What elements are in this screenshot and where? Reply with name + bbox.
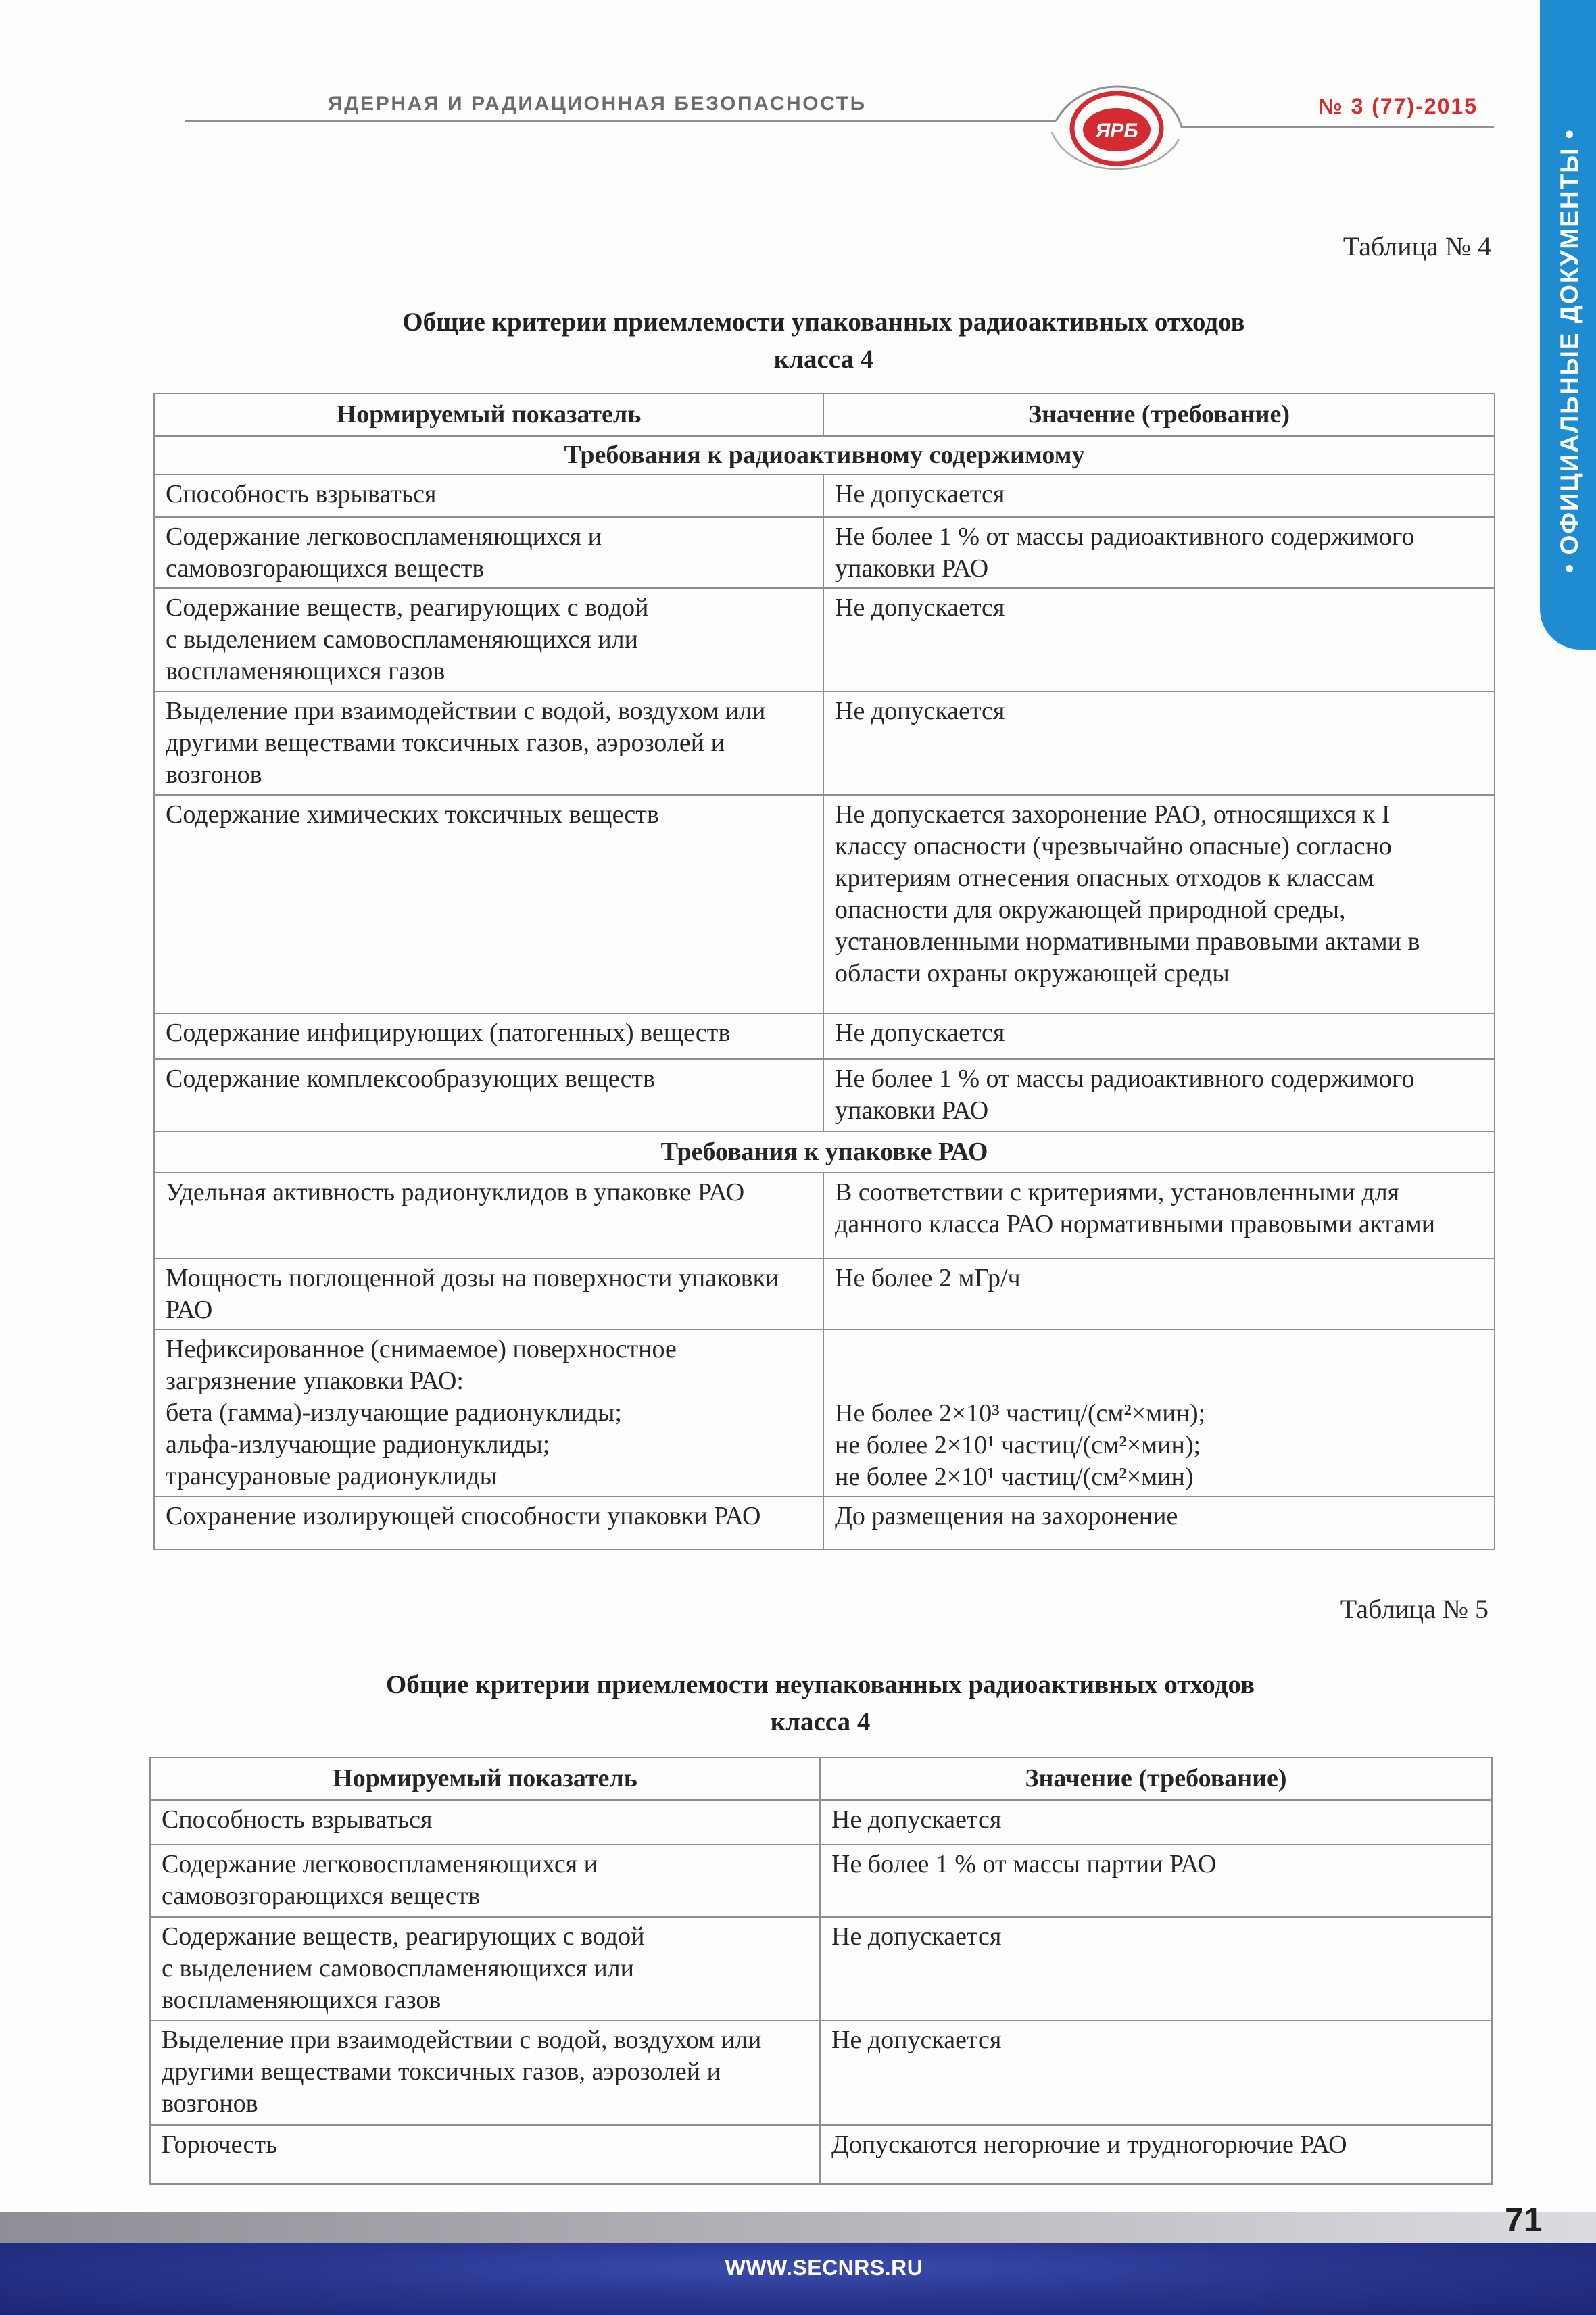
issue-number: № 3 (77)-2015 <box>1318 94 1478 118</box>
indicator-cell: Содержание инфицирующих (патогенных) веществ <box>154 1013 823 1059</box>
value-cell: Не допускается <box>823 691 1495 795</box>
logo-text: ЯРБ <box>1095 120 1138 142</box>
value-cell: Не более 1 % от массы радиоактивного содержимого упаковки РАО <box>823 517 1495 588</box>
table-4-caption: Таблица № 4 <box>1343 231 1491 262</box>
table-row <box>154 1013 1495 1059</box>
table-row <box>154 517 1495 588</box>
indicator-cell: Сохранение изолирующей способности упаковки РАО <box>154 1496 823 1549</box>
page-number: 71 <box>1505 2201 1543 2239</box>
indicator-cell: Способность взрываться <box>150 1800 820 1845</box>
header-row <box>150 1757 1492 1800</box>
value-cell: Не допускается <box>820 1917 1492 2020</box>
indicator-cell: Удельная активность радионуклидов в упаковке РАО <box>154 1173 823 1259</box>
indicator-cell: Содержание легковоспламеняющихся и самовозгорающихся веществ <box>154 517 823 588</box>
value-cell: Не допускается <box>823 588 1495 691</box>
table-row <box>154 1259 1495 1330</box>
value-cell: До размещения на захоронение <box>823 1496 1495 1549</box>
indicator-cell: Выделение при взаимодействии с водой, воздухом или другими веществами токсичных газов, аэрозолей и возгонов <box>154 691 823 795</box>
footer-website: WWW.SECNRS.RU <box>725 2256 923 2280</box>
journal-title: ЯДЕРНАЯ И РАДИАЦИОННАЯ БЕЗОПАСНОСТЬ <box>328 93 867 115</box>
footer-gray-band <box>0 2212 1596 2243</box>
column-header-value: Значение (требование) <box>820 1757 1492 1800</box>
section-row <box>154 1131 1495 1173</box>
table-row <box>154 691 1495 795</box>
table-row <box>150 1917 1492 2020</box>
table-row <box>150 2020 1492 2125</box>
indicator-cell: Горючесть <box>150 2125 820 2184</box>
column-header-indicator: Нормируемый показатель <box>150 1757 820 1800</box>
value-cell: Не допускается <box>823 1013 1495 1059</box>
indicator-cell: Выделение при взаимодействии с водой, воздухом или другими веществами токсичных газов, аэрозолей и возгонов <box>150 2020 820 2125</box>
table-row <box>150 2125 1492 2184</box>
table-row <box>150 1845 1492 1917</box>
table-5-title: Общие критерии приемлемости неупакованных радиоактивных отходов класса 4 <box>385 1670 1255 1736</box>
indicator-cell: Содержание химических токсичных веществ <box>154 795 823 1013</box>
section-side-tab-label: • ОФИЦИАЛЬНЫЕ ДОКУМЕНТЫ • <box>1555 128 1583 573</box>
table-row <box>154 1173 1495 1259</box>
indicator-cell: Нефиксированное (снимаемое) поверхностное загрязнение упаковки РАО: бета (гамма)-излучающие радионуклиды; альфа-излучающие радионуклиды; трансурановые радионуклиды <box>154 1330 823 1496</box>
value-cell: Не допускается захоронение РАО, относящихся к I классу опасности (чрезвычайно опасные) согласно критериям отнесения опасных отходов к классам опасности для окружающей природной среды, установленными нормативными правовыми актами в области охраны окружающей среды <box>823 795 1495 1013</box>
table-row <box>154 474 1495 517</box>
table-5 <box>149 1757 1493 2185</box>
table-5-caption: Таблица № 5 <box>1340 1594 1489 1624</box>
value-cell: Не допускается <box>823 474 1495 517</box>
indicator-cell: Содержание комплексообразующих веществ <box>154 1059 823 1131</box>
table-4-title: Общие критерии приемлемости упакованных радиоактивных отходов класса 4 <box>402 308 1245 374</box>
column-header-indicator: Нормируемый показатель <box>154 393 823 436</box>
column-header-value: Значение (требование) <box>823 393 1495 436</box>
table-row <box>154 1330 1495 1496</box>
value-cell: Не более 2 мГр/ч <box>823 1259 1495 1330</box>
section-heading: Требования к упаковке РАО <box>154 1131 1495 1173</box>
value-cell: Не допускается <box>820 2020 1492 2125</box>
table-row <box>154 1059 1495 1131</box>
table-row <box>150 1800 1492 1845</box>
table-row <box>154 1496 1495 1549</box>
table-row <box>154 795 1495 1013</box>
value-cell: Не более 1 % от массы радиоактивного содержимого упаковки РАО <box>823 1059 1495 1131</box>
section-row <box>154 436 1495 474</box>
indicator-cell: Содержание веществ, реагирующих с водой с выделением самовоспламеняющихся или воспламеняющихся газов <box>154 588 823 691</box>
table-4 <box>153 393 1495 1550</box>
value-cell: Не более 2×10³ частиц/(см²×мин); не более 2×10¹ частиц/(см²×мин); не более 2×10¹ частиц/(см²×мин) <box>823 1330 1495 1496</box>
header-row <box>154 393 1495 436</box>
indicator-cell: Мощность поглощенной дозы на поверхности упаковки РАО <box>154 1259 823 1330</box>
section-heading: Требования к радиоактивному содержимому <box>154 436 1495 474</box>
indicator-cell: Содержание веществ, реагирующих с водой с выделением самовоспламеняющихся или воспламеняющихся газов <box>150 1917 820 2020</box>
indicator-cell: Способность взрываться <box>154 474 823 517</box>
indicator-cell: Содержание легковоспламеняющихся и самовозгорающихся веществ <box>150 1845 820 1917</box>
value-cell: Не более 1 % от массы партии РАО <box>820 1845 1492 1917</box>
journal-logo <box>1072 93 1161 164</box>
value-cell: В соответствии с критериями, установленными для данного класса РАО нормативными правовыми актами <box>823 1173 1495 1259</box>
value-cell: Допускаются негорючие и трудногорючие РАО <box>820 2125 1492 2184</box>
table-row <box>154 588 1495 691</box>
value-cell: Не допускается <box>820 1800 1492 1845</box>
